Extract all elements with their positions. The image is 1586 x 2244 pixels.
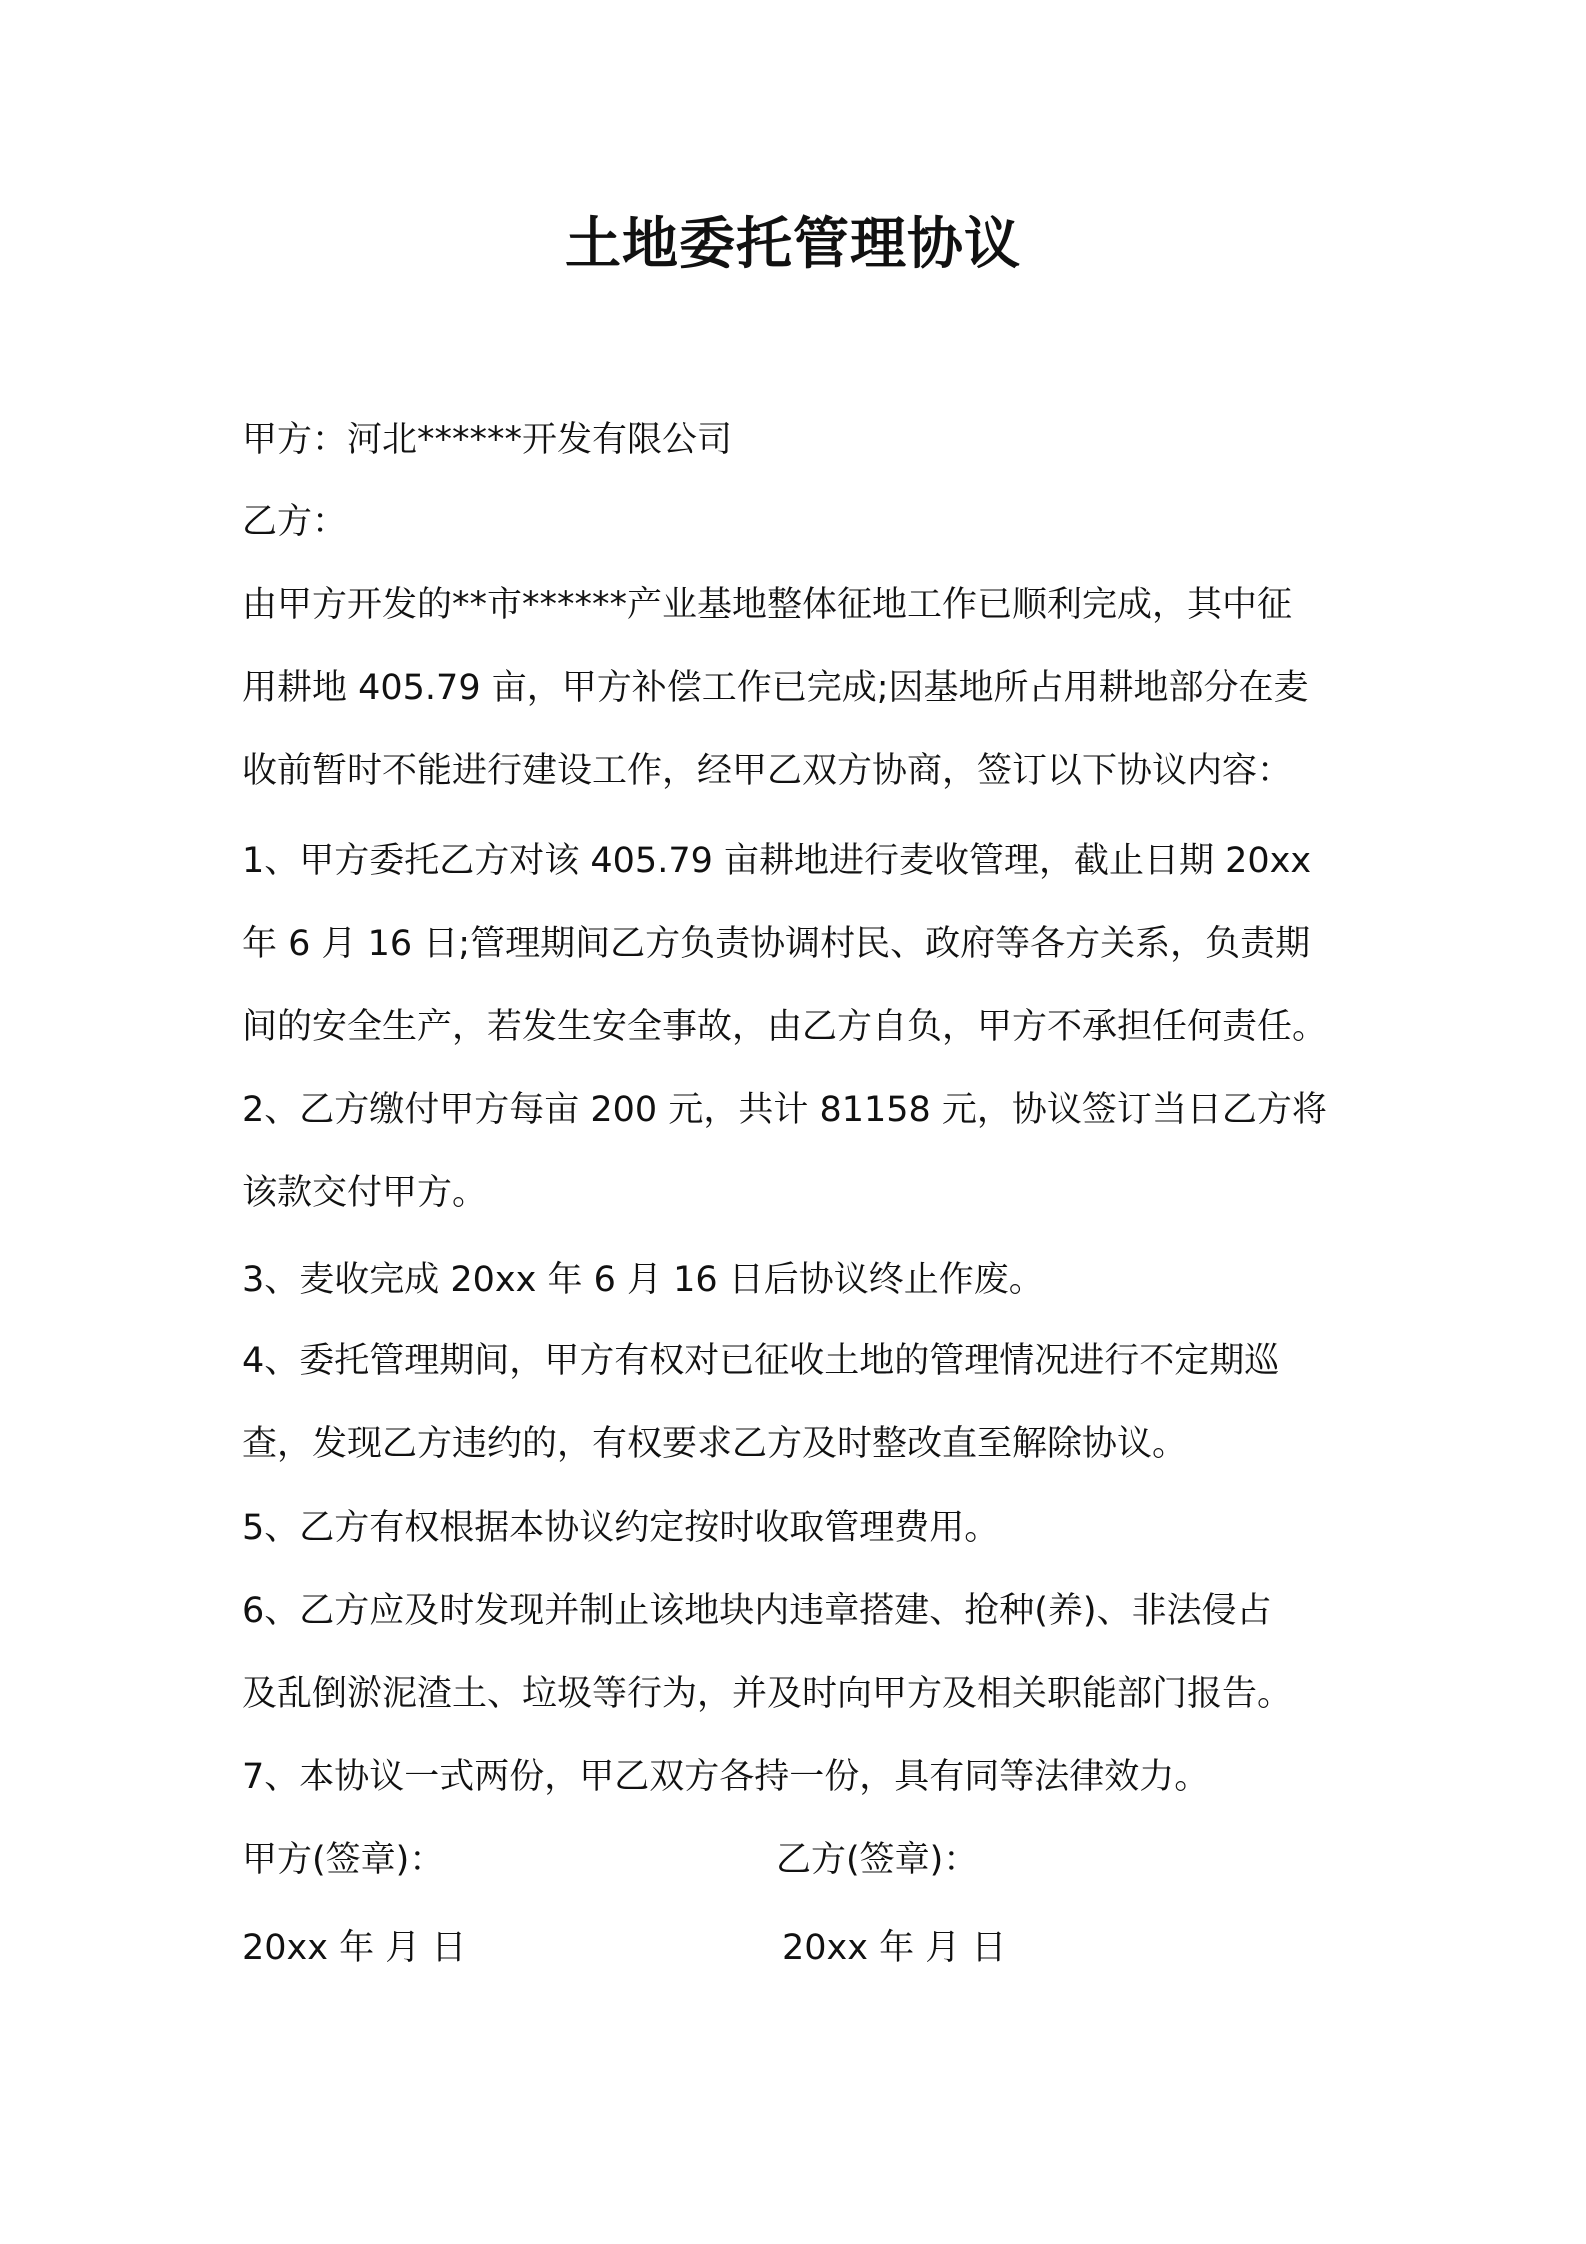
clause-5-line: 5、乙方有权根据本协议约定按时收取管理费用。 [242,1508,1000,1548]
clause-1-line: 间的安全生产，若发生安全事故，由乙方自负，甲方不承担任何责任。 [242,1007,1328,1047]
clause-1-line: 年 6 月 16 日;管理期间乙方负责协调村民、政府等各方关系，负责期 [242,924,1311,964]
clause-4-line: 查，发现乙方违约的，有权要求乙方及时整改直至解除协议。 [242,1424,1188,1464]
intro-line: 由甲方开发的**市******产业基地整体征地工作已顺利完成，其中征 [242,585,1293,625]
clause-7-line: 7、本协议一式两份，甲乙双方各持一份，具有同等法律效力。 [242,1757,1210,1797]
party-b-date: 20xx 年 月 日 [782,1928,1007,1968]
party-b-signature-label: 乙方(签章)： [776,1840,979,1880]
party-a-line: 甲方：河北******开发有限公司 [242,420,733,460]
party-b-line: 乙方： [242,502,348,542]
clause-2-line: 该款交付甲方。 [242,1173,488,1213]
clause-3-line: 3、麦收完成 20xx 年 6 月 16 日后协议终止作废。 [242,1260,1044,1300]
clause-4-line: 4、委托管理期间，甲方有权对已征收土地的管理情况进行不定期巡 [242,1341,1280,1381]
clause-1-line: 1、甲方委托乙方对该 405.79 亩耕地进行麦收管理，截止日期 20xx [242,841,1312,881]
clause-6-line: 及乱倒淤泥渣土、垃圾等行为，并及时向甲方及相关职能部门报告。 [242,1674,1293,1714]
document-title: 土地委托管理协议 [565,212,1021,277]
party-a-date: 20xx 年 月 日 [242,1928,467,1968]
intro-line: 收前暂时不能进行建设工作，经甲乙双方协商，签订以下协议内容： [242,751,1293,791]
intro-line: 用耕地 405.79 亩，甲方补偿工作已完成;因基地所占用耕地部分在麦 [242,668,1309,708]
clause-6-line: 6、乙方应及时发现并制止该地块内违章搭建、抢种(养)、非法侵占 [242,1591,1272,1631]
party-a-signature-label: 甲方(签章)： [242,1840,445,1880]
clause-2-line: 2、乙方缴付甲方每亩 200 元，共计 81158 元，协议签订当日乙方将 [242,1090,1327,1130]
